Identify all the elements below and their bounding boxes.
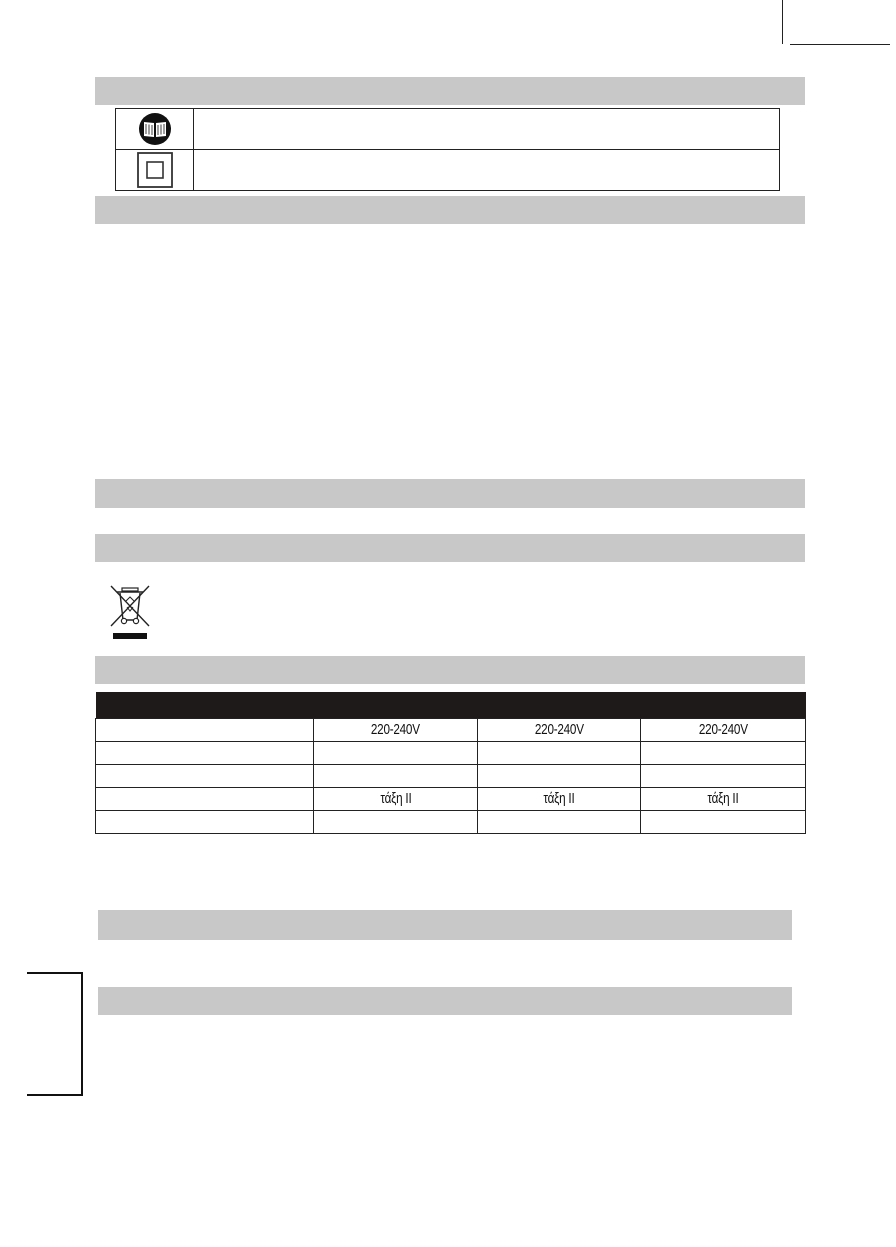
spec-label-cell <box>96 788 314 811</box>
spec-value-cell <box>314 742 478 765</box>
spec-value-cell: 220-240V <box>641 719 806 742</box>
spec-value-cell <box>641 742 806 765</box>
spec-value-cell: τάξη II <box>478 788 641 811</box>
section-header-bar <box>95 77 805 105</box>
symbol-description <box>194 150 779 190</box>
spec-row <box>96 811 806 834</box>
language-side-tab <box>27 972 83 1096</box>
double-square-icon <box>137 152 173 188</box>
spec-value-cell <box>478 765 641 788</box>
spec-row-voltage <box>96 719 806 742</box>
spec-value-cell <box>478 742 641 765</box>
symbol-row <box>116 109 779 150</box>
crop-mark <box>790 44 890 45</box>
spec-header-cell <box>478 692 641 719</box>
symbols-table <box>115 108 780 191</box>
spec-value-cell: τάξη II <box>314 788 478 811</box>
section-header-bar <box>95 196 805 224</box>
spec-row <box>96 742 806 765</box>
spec-header-cell <box>314 692 478 719</box>
spec-label-cell <box>96 742 314 765</box>
spec-value-cell <box>641 811 806 834</box>
spec-label-cell <box>96 765 314 788</box>
section-header-bar <box>98 910 792 940</box>
spec-value-cell <box>314 765 478 788</box>
spec-value-cell <box>478 811 641 834</box>
spec-header-cell <box>96 692 314 719</box>
spec-label-cell <box>96 811 314 834</box>
symbol-row <box>116 150 779 190</box>
section-header-bar <box>95 479 805 508</box>
spec-value-cell: 220-240V <box>314 719 478 742</box>
spec-value-cell <box>314 811 478 834</box>
crossed-bin-icon <box>108 583 152 643</box>
specifications-table <box>95 692 805 834</box>
symbol-description <box>194 109 779 149</box>
spec-value-cell: τάξη II <box>641 788 806 811</box>
spec-value-cell <box>641 765 806 788</box>
spec-row <box>96 765 806 788</box>
spec-value-cell: 220-240V <box>478 719 641 742</box>
book-icon <box>138 112 172 146</box>
spec-label-cell <box>96 719 314 742</box>
crop-mark <box>782 0 783 44</box>
section-header-bar <box>95 656 805 684</box>
symbol-cell <box>116 109 194 149</box>
spec-header-row <box>96 692 806 719</box>
spec-row-protection-class <box>96 788 806 811</box>
spec-header-cell <box>641 692 806 719</box>
section-header-bar <box>98 987 792 1015</box>
section-header-bar <box>95 534 805 562</box>
symbol-cell <box>116 150 194 190</box>
